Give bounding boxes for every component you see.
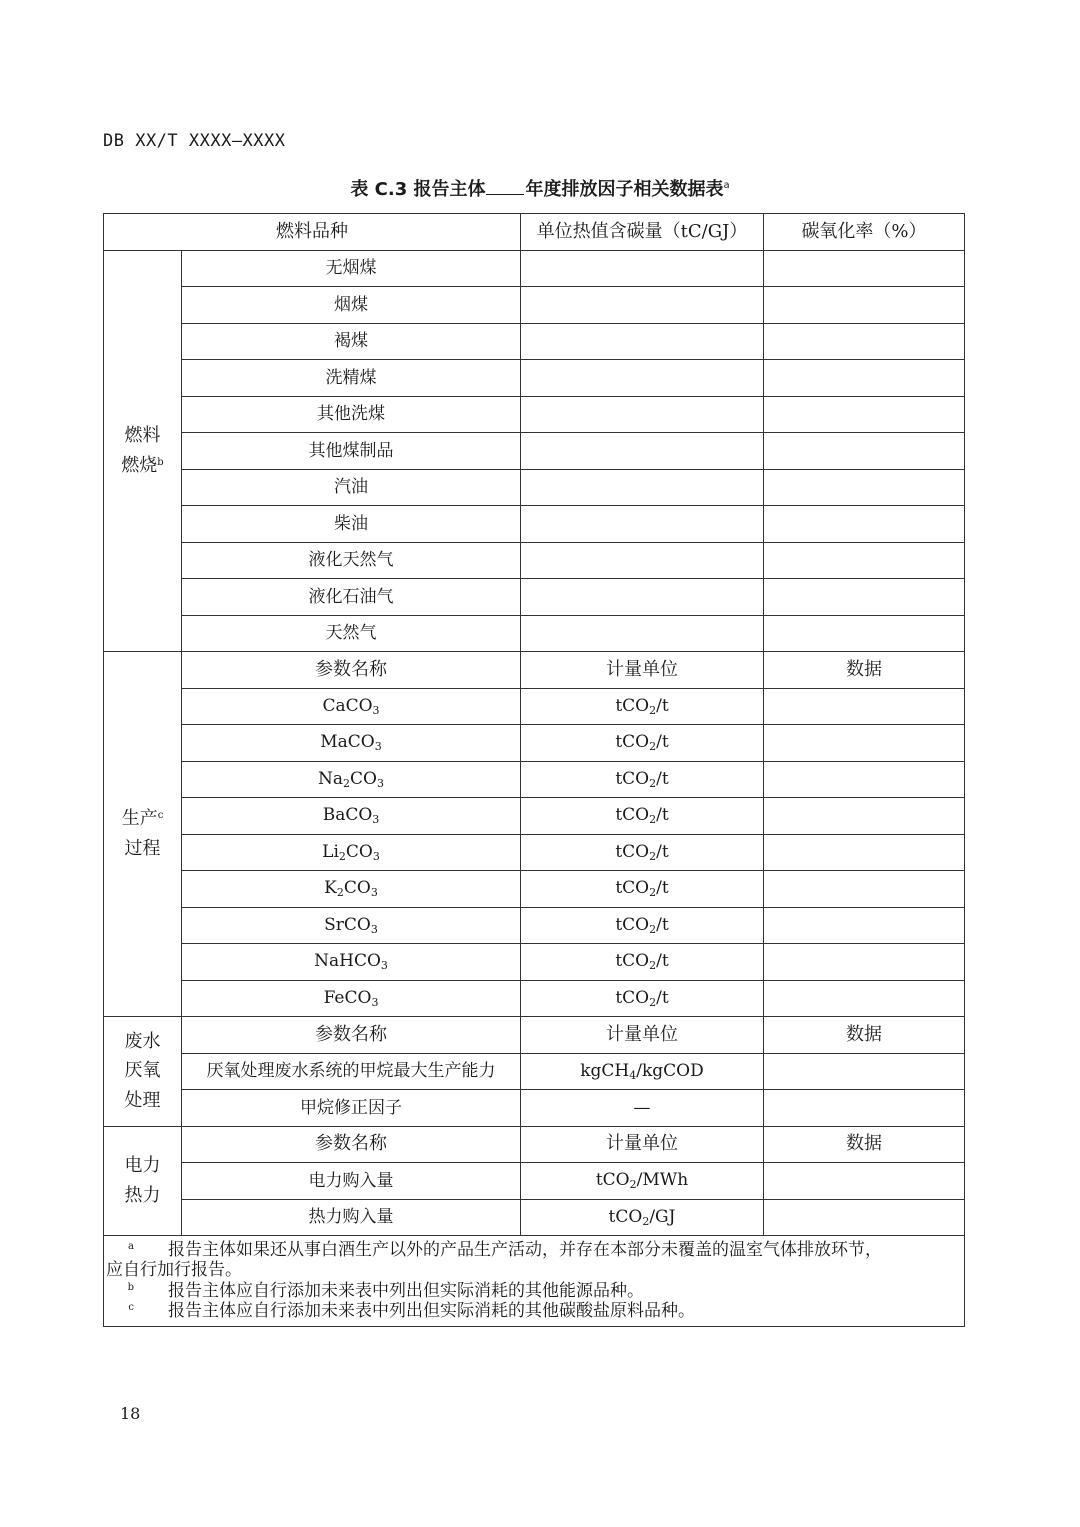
table-notes xyxy=(104,1236,965,1327)
formula-base: Na xyxy=(318,768,344,789)
wastewater-header-row xyxy=(104,1017,965,1054)
formula-base: CO xyxy=(350,768,377,789)
table-title-footnote-mark: a xyxy=(723,180,730,191)
unit-header: 计量单位 xyxy=(521,1017,764,1054)
formula-subscript: 3 xyxy=(372,813,380,827)
formula-base: CO xyxy=(345,841,373,862)
carbonate-data-value[interactable] xyxy=(764,725,965,762)
unit-header: 计量单位 xyxy=(521,1126,764,1163)
unit-subscript: 2 xyxy=(649,813,657,827)
carbonate-row xyxy=(104,907,965,944)
process-header-row xyxy=(104,652,965,689)
formula-subscript: 3 xyxy=(372,849,380,863)
oxidation-rate-value[interactable] xyxy=(764,433,965,470)
emission-unit xyxy=(521,907,764,944)
formula-base: CaCO xyxy=(322,695,373,716)
emission-unit xyxy=(521,980,764,1017)
unit-subscript: 2 xyxy=(649,849,657,863)
formula-subscript: 3 xyxy=(372,703,380,717)
fuel-row xyxy=(104,542,965,579)
param-data-value[interactable] xyxy=(764,1199,965,1236)
carbonate-formula xyxy=(182,834,521,871)
carbonate-formula xyxy=(182,980,521,1017)
unit-base: tCO xyxy=(615,805,650,826)
unit-tail: /t xyxy=(656,914,669,935)
carbon-content-value[interactable] xyxy=(521,433,764,470)
unit-tail: /t xyxy=(656,695,669,716)
emission-factor-table xyxy=(103,213,965,1327)
carbonate-data-value[interactable] xyxy=(764,907,965,944)
fuel-row xyxy=(104,469,965,506)
emission-unit xyxy=(521,798,764,835)
unit-subscript: 2 xyxy=(649,922,657,936)
footnote xyxy=(106,1301,962,1321)
carbonate-formula xyxy=(182,688,521,725)
carbonate-row xyxy=(104,980,965,1017)
wastewater-row xyxy=(104,1053,965,1090)
oxidation-rate-value[interactable] xyxy=(764,360,965,397)
group-label-line: 废水 xyxy=(124,1030,161,1052)
fuel-name: 液化天然气 xyxy=(182,542,521,579)
fuel-row xyxy=(104,396,965,433)
unit-tail: /MWh xyxy=(636,1170,689,1191)
unit-tail: /t xyxy=(656,805,669,826)
carbonate-formula xyxy=(182,761,521,798)
carbon-content-value[interactable] xyxy=(521,323,764,360)
carbonate-row xyxy=(104,725,965,762)
data-header: 数据 xyxy=(764,1126,965,1163)
unit-base: tCO xyxy=(615,732,650,753)
power-row xyxy=(104,1199,965,1236)
formula-base: K xyxy=(324,878,337,899)
param-unit xyxy=(521,1053,764,1090)
col-header-carbon-content: 单位热值含碳量（tC/GJ） xyxy=(521,214,764,251)
fuel-row xyxy=(104,506,965,543)
fuel-name: 其他洗煤 xyxy=(182,396,521,433)
fuel-row xyxy=(104,287,965,324)
table-title-suffix: 年度排放因子相关数据表 xyxy=(525,179,724,200)
emission-unit xyxy=(521,944,764,981)
emission-unit xyxy=(521,871,764,908)
carbon-content-value[interactable] xyxy=(521,396,764,433)
carbonate-row xyxy=(104,761,965,798)
oxidation-rate-value[interactable] xyxy=(764,396,965,433)
carbon-content-value[interactable] xyxy=(521,506,764,543)
carbonate-data-value[interactable] xyxy=(764,798,965,835)
carbonate-row xyxy=(104,944,965,981)
unit-tail: /GJ xyxy=(649,1206,676,1227)
unit-base: tCO xyxy=(608,1206,643,1227)
param-data-value[interactable] xyxy=(764,1163,965,1200)
group-production-process xyxy=(104,652,182,1017)
power-row xyxy=(104,1163,965,1200)
emission-unit xyxy=(521,688,764,725)
param-name: 电力购入量 xyxy=(182,1163,521,1200)
unit-base: tCO xyxy=(615,987,650,1008)
unit-tail: /t xyxy=(656,878,669,899)
oxidation-rate-value[interactable] xyxy=(764,615,965,652)
unit-base: tCO xyxy=(615,841,650,862)
footnote-mark: c xyxy=(128,1302,134,1314)
param-name: 甲烷修正因子 xyxy=(182,1090,521,1127)
oxidation-rate-value[interactable] xyxy=(764,469,965,506)
param-name-header: 参数名称 xyxy=(182,1017,521,1054)
footnote-mark: b xyxy=(157,456,164,468)
formula-base: BaCO xyxy=(322,805,373,826)
carbon-content-value[interactable] xyxy=(521,542,764,579)
formula-subscript: 3 xyxy=(371,995,379,1009)
table-title-prefix: 表 C.3 报告主体 xyxy=(350,179,486,200)
fuel-row xyxy=(104,360,965,397)
footnote-text: 报告主体应自行添加未来表中列出但实际消耗的其他碳酸盐原料品种。 xyxy=(168,1301,695,1322)
notes-row xyxy=(104,1236,965,1327)
fuel-name: 汽油 xyxy=(182,469,521,506)
formula-base: SrCO xyxy=(324,914,371,935)
group-label-line: 处理 xyxy=(124,1090,161,1112)
formula-base: Li xyxy=(322,841,339,862)
carbonate-formula xyxy=(182,871,521,908)
oxidation-rate-value[interactable] xyxy=(764,323,965,360)
param-unit xyxy=(521,1163,764,1200)
footnote-continuation: 应自行加行报告。 xyxy=(106,1260,242,1281)
unit-subscript: 2 xyxy=(649,959,657,973)
carbonate-data-value[interactable] xyxy=(764,688,965,725)
carbon-content-value[interactable] xyxy=(521,469,764,506)
carbonate-row xyxy=(104,688,965,725)
unit-subscript: 2 xyxy=(649,740,657,754)
table-title xyxy=(0,175,1080,201)
unit-subscript: 2 xyxy=(629,1178,637,1192)
footnote-mark: b xyxy=(127,1281,134,1293)
unit-base: tCO xyxy=(615,914,650,935)
formula-subscript: 2 xyxy=(336,886,344,900)
group-label-line: 燃料 xyxy=(124,425,161,447)
unit-tail: /t xyxy=(656,732,669,753)
page-number: 18 xyxy=(120,1404,141,1423)
param-unit xyxy=(521,1199,764,1236)
fuel-row xyxy=(104,323,965,360)
unit-subscript: 4 xyxy=(629,1068,637,1082)
param-name: 热力购入量 xyxy=(182,1199,521,1236)
fuel-name: 洗精煤 xyxy=(182,360,521,397)
unit-subscript: 2 xyxy=(649,703,657,717)
fuel-name: 褐煤 xyxy=(182,323,521,360)
data-header: 数据 xyxy=(764,1017,965,1054)
param-data-value[interactable] xyxy=(764,1053,965,1090)
unit-subscript: 2 xyxy=(649,995,657,1009)
formula-base: FeCO xyxy=(323,987,372,1008)
carbonate-formula xyxy=(182,944,521,981)
carbonate-formula xyxy=(182,725,521,762)
formula-subscript: 3 xyxy=(370,886,378,900)
footnote-mark: c xyxy=(157,810,164,822)
group-wastewater xyxy=(104,1017,182,1127)
formula-subscript: 3 xyxy=(374,740,382,754)
unit-base: kgCH xyxy=(580,1060,630,1081)
fuel-name: 其他煤制品 xyxy=(182,433,521,470)
power-heat-header-row xyxy=(104,1126,965,1163)
unit-subscript: 2 xyxy=(649,776,657,790)
footnote-mark: a xyxy=(128,1241,134,1252)
formula-subscript: 2 xyxy=(338,849,346,863)
carbonate-row xyxy=(104,834,965,871)
carbon-content-value[interactable] xyxy=(521,250,764,287)
emission-unit xyxy=(521,761,764,798)
carbonate-data-value[interactable] xyxy=(764,944,965,981)
footnote xyxy=(106,1240,962,1260)
emission-unit xyxy=(521,725,764,762)
carbonate-row xyxy=(104,871,965,908)
unit-tail: /t xyxy=(656,987,669,1008)
footnote xyxy=(106,1281,962,1301)
wastewater-row xyxy=(104,1090,965,1127)
carbonate-data-value[interactable] xyxy=(764,834,965,871)
col-header-fuel-type: 燃料品种 xyxy=(104,214,521,251)
formula-subscript: 3 xyxy=(376,776,384,790)
unit-base: tCO xyxy=(615,951,650,972)
param-name-header: 参数名称 xyxy=(182,652,521,689)
carbon-content-value[interactable] xyxy=(521,360,764,397)
unit-tail: /kgCOD xyxy=(636,1060,704,1081)
fuel-name: 烟煤 xyxy=(182,287,521,324)
group-fuel-combustion xyxy=(104,250,182,652)
formula-base: MaCO xyxy=(320,732,375,753)
fuel-name: 天然气 xyxy=(182,615,521,652)
fuel-row xyxy=(104,579,965,616)
carbon-content-value[interactable] xyxy=(521,579,764,616)
fuel-row xyxy=(104,433,965,470)
oxidation-rate-value[interactable] xyxy=(764,579,965,616)
document-code: DB XX/T XXXX—XXXX xyxy=(103,131,286,151)
unit-subscript: 2 xyxy=(649,886,657,900)
param-name: 厌氧处理废水系统的甲烷最大生产能力 xyxy=(182,1053,521,1090)
formula-base: CO xyxy=(343,878,371,899)
header-row xyxy=(104,214,965,251)
group-label-line: 电力 xyxy=(124,1155,161,1177)
footnote-text: 报告主体如果还从事白酒生产以外的产品生产活动，并存在本部分未覆盖的温室气体排放环节， xyxy=(168,1240,882,1260)
oxidation-rate-value[interactable] xyxy=(764,250,965,287)
oxidation-rate-value[interactable] xyxy=(764,287,965,324)
oxidation-rate-value[interactable] xyxy=(764,506,965,543)
unit-tail: /t xyxy=(656,768,669,789)
footnote-text: 报告主体应自行添加未来表中列出但实际消耗的其他能源品种。 xyxy=(168,1280,644,1301)
formula-subscript: 3 xyxy=(380,959,388,973)
fuel-name: 液化石油气 xyxy=(182,579,521,616)
carbonate-formula xyxy=(182,798,521,835)
carbonate-data-value[interactable] xyxy=(764,980,965,1017)
carbonate-formula xyxy=(182,907,521,944)
unit-header: 计量单位 xyxy=(521,652,764,689)
formula-subscript: 2 xyxy=(343,776,351,790)
param-data-value[interactable] xyxy=(764,1090,965,1127)
group-label-line: 生产 xyxy=(121,808,158,830)
fuel-row xyxy=(104,250,965,287)
carbonate-row xyxy=(104,798,965,835)
carbon-content-value[interactable] xyxy=(521,615,764,652)
title-blank-line xyxy=(486,178,524,195)
formula-subscript: 3 xyxy=(370,922,378,936)
unit-tail: /t xyxy=(656,951,669,972)
data-header: 数据 xyxy=(764,652,965,689)
fuel-name: 柴油 xyxy=(182,506,521,543)
unit-base: tCO xyxy=(615,695,650,716)
group-power-heat xyxy=(104,1126,182,1236)
group-label-line: 厌氧 xyxy=(124,1060,161,1082)
emission-unit xyxy=(521,834,764,871)
oxidation-rate-value[interactable] xyxy=(764,542,965,579)
param-unit: — xyxy=(521,1090,764,1127)
unit-tail: /t xyxy=(656,841,669,862)
formula-base: NaHCO xyxy=(314,951,381,972)
unit-base: tCO xyxy=(595,1170,630,1191)
carbonate-data-value[interactable] xyxy=(764,761,965,798)
unit-base: tCO xyxy=(615,878,650,899)
unit-base: tCO xyxy=(615,768,650,789)
col-header-oxidation-rate: 碳氧化率（%） xyxy=(764,214,965,251)
unit-subscript: 2 xyxy=(642,1214,650,1228)
carbon-content-value[interactable] xyxy=(521,287,764,324)
carbonate-data-value[interactable] xyxy=(764,871,965,908)
param-name-header: 参数名称 xyxy=(182,1126,521,1163)
group-label-line: 燃烧 xyxy=(121,454,158,476)
fuel-name: 无烟煤 xyxy=(182,250,521,287)
fuel-row xyxy=(104,615,965,652)
group-label-line: 过程 xyxy=(124,838,161,859)
group-label-line: 热力 xyxy=(124,1184,161,1206)
